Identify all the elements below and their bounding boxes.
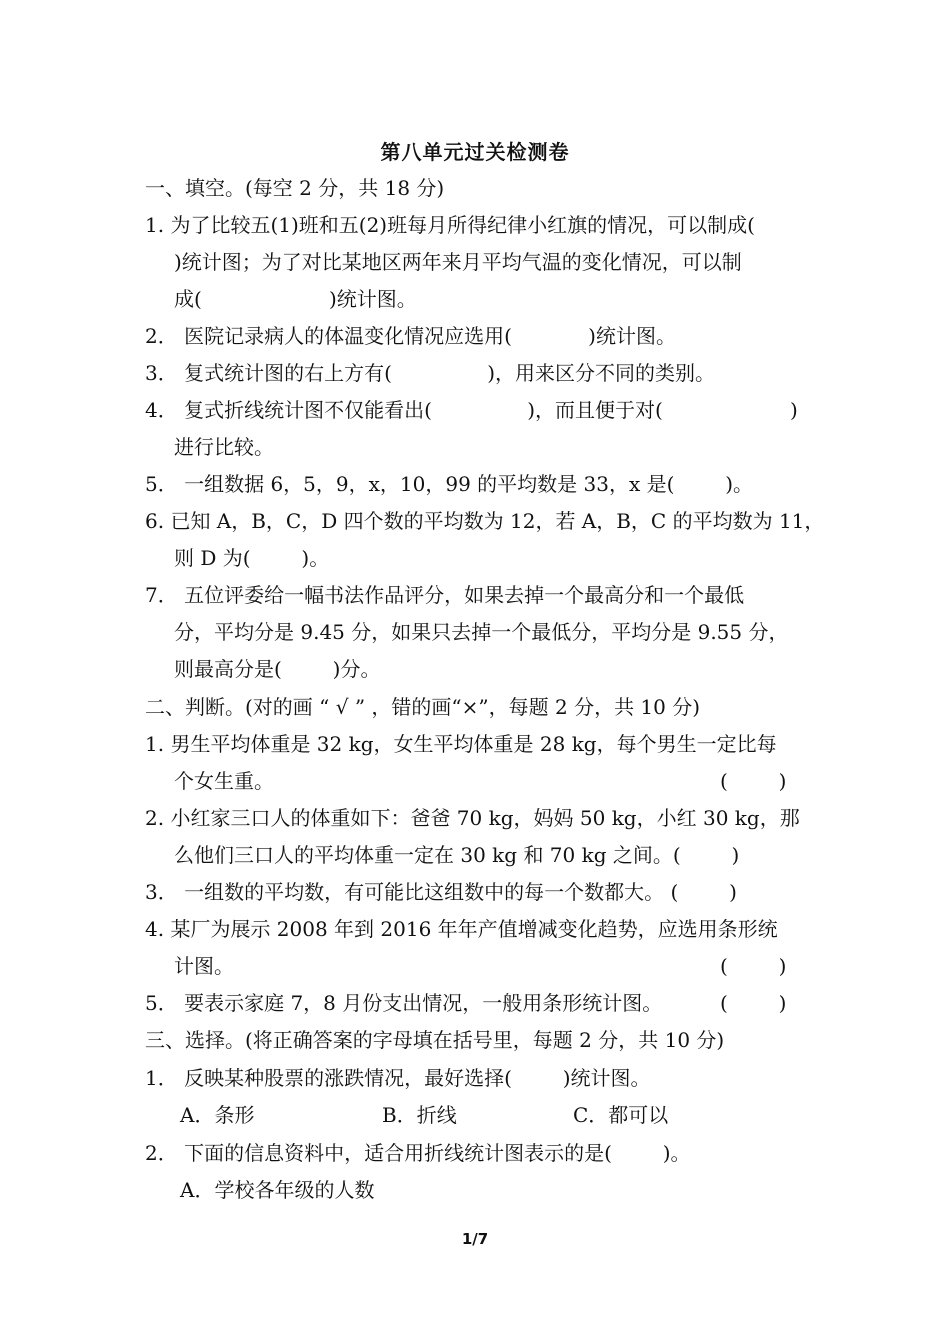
s1-q6-line1: 6. 已知 A，B，C，D 四个数的平均数为 12，若 A，B，C 的平均数为 11，	[145, 509, 825, 533]
s2-q4-line2: 计图。	[174, 954, 234, 978]
s1-q1-line3: 成( )统计图。	[174, 287, 417, 311]
s2-q2-line2: 么他们三口人的平均体重一定在 30 kg 和 70 kg 之间。( )	[174, 843, 740, 867]
s1-q1-line1: 1. 为了比较五(1)班和五(2)班每月所得纪律小红旗的情况，可以制成(	[145, 213, 755, 237]
s3-q1-option-c: C．都可以	[573, 1103, 669, 1127]
section3-heading: 三、选择。(将正确答案的字母填在括号里，每题 2 分，共 10 分)	[145, 1028, 725, 1052]
s2-q5: 5． 要表示家庭 7，8 月份支出情况，一般用条形统计图。	[145, 991, 663, 1015]
s3-q1-option-b: B．折线	[382, 1103, 457, 1127]
s2-q1-answer-paren: ( )	[720, 769, 787, 793]
s2-q1-line2: 个女生重。	[174, 769, 274, 793]
s1-q2: 2． 医院记录病人的体温变化情况应选用( )统计图。	[145, 324, 676, 348]
s2-q4-answer-paren: ( )	[720, 954, 787, 978]
s3-q1-stem: 1． 反映某种股票的涨跌情况，最好选择( )统计图。	[145, 1066, 651, 1090]
s2-q5-answer-paren: ( )	[720, 991, 787, 1015]
section1-heading: 一、填空。(每空 2 分，共 18 分)	[145, 176, 445, 200]
s1-q5: 5． 一组数据 6，5，9，x，10，99 的平均数是 33，x 是( )。	[145, 472, 754, 496]
s1-q3: 3． 复式统计图的右上方有( )，用来区分不同的类别。	[145, 361, 716, 385]
s1-q6-line2: 则 D 为( )。	[174, 546, 330, 570]
s1-q7-line2: 分，平均分是 9.45 分，如果只去掉一个最低分，平均分是 9.55 分，	[174, 620, 789, 644]
s2-q1-line1: 1. 男生平均体重是 32 kg，女生平均体重是 28 kg，每个男生一定比每	[145, 732, 777, 756]
s1-q7-line3: 则最高分是( )分。	[174, 657, 381, 681]
section2-heading: 二、判断。(对的画 “ √ ” ，错的画“×”，每题 2 分，共 10 分)	[145, 695, 701, 719]
s2-q3: 3． 一组数的平均数，有可能比这组数中的每一个数都大。 ( )	[145, 880, 737, 904]
s3-q1-option-a: A．条形	[180, 1103, 255, 1127]
page-title: 第八单元过关检测卷	[380, 140, 570, 164]
s1-q1-line2: )统计图；为了对比某地区两年来月平均气温的变化情况，可以制	[174, 250, 742, 274]
s1-q7-line1: 7． 五位评委给一幅书法作品评分，如果去掉一个最高分和一个最低	[145, 583, 745, 607]
s3-q2-option-a: A．学校各年级的人数	[180, 1178, 375, 1202]
s1-q4-line2: 进行比较。	[174, 435, 274, 459]
s1-q4-line1: 4． 复式折线统计图不仅能看出( )，而且便于对( )	[145, 398, 798, 422]
page-number: 1/7	[461, 1230, 489, 1248]
s2-q4-line1: 4. 某厂为展示 2008 年到 2016 年年产值增减变化趋势，应选用条形统	[145, 917, 778, 941]
s3-q2-stem: 2． 下面的信息资料中，适合用折线统计图表示的是( )。	[145, 1141, 691, 1165]
s2-q2-line1: 2. 小红家三口人的体重如下：爸爸 70 kg，妈妈 50 kg，小红 30 kg，那	[145, 806, 800, 830]
